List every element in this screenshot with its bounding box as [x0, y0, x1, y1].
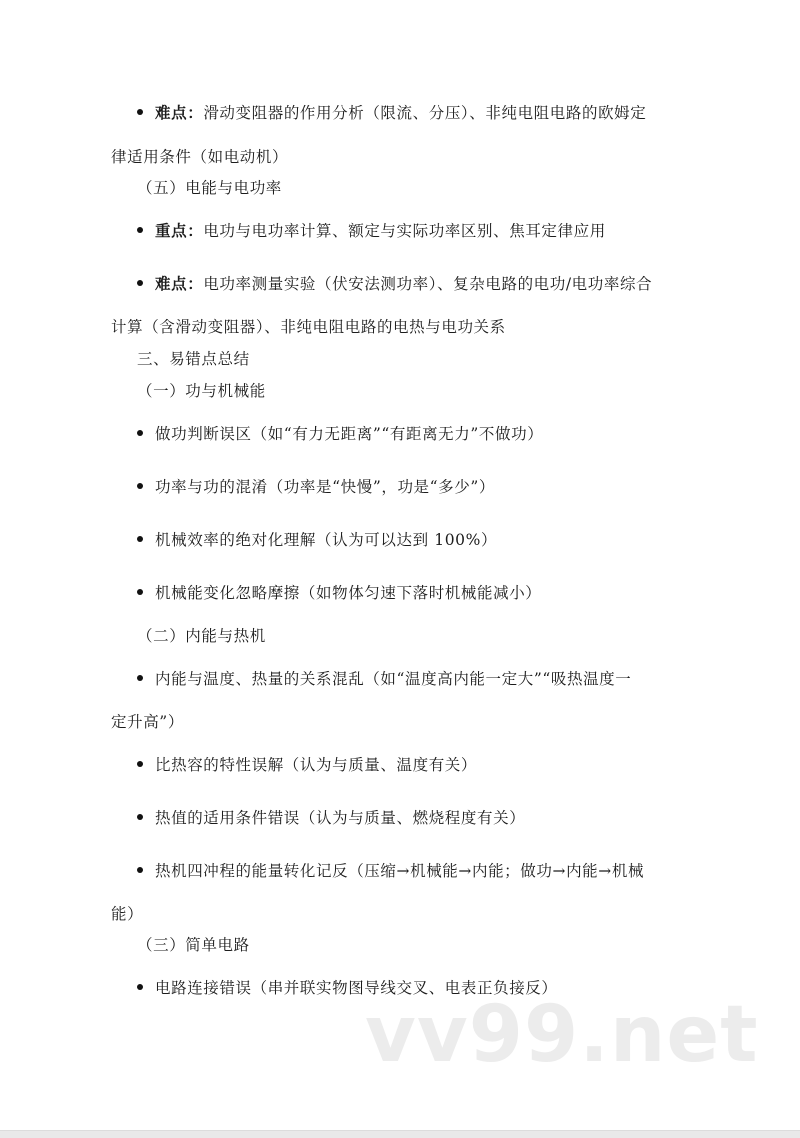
list-item: [137, 755, 477, 775]
continuation-text: 能）: [111, 905, 144, 923]
list-item: [137, 221, 606, 241]
item-label: 重点：: [155, 221, 204, 240]
list-item: [137, 477, 495, 497]
list-item: [137, 274, 652, 294]
list-item: [137, 530, 497, 550]
list-item: [137, 424, 543, 444]
bullet-icon: [137, 761, 143, 767]
item-text: 热值的适用条件错误（认为与质量、燃烧程度有关）: [155, 809, 526, 827]
section-heading: （五）电能与电功率: [137, 179, 282, 197]
item-text: 做功判断误区（如“有力无距离”“有距离无力”不做功）: [155, 425, 544, 443]
item-label: 难点：: [155, 274, 204, 293]
item-text: 内能与温度、热量的关系混乱（如“温度高内能一定大”“吸热温度一: [155, 670, 632, 688]
bullet-icon: [137, 814, 143, 820]
item-text: 机械能变化忽略摩擦（如物体匀速下落时机械能减小）: [155, 584, 542, 602]
list-item: [137, 861, 644, 881]
section-heading: （三）简单电路: [137, 936, 250, 954]
bullet-icon: [137, 280, 143, 286]
list-item: [137, 808, 525, 828]
list-item: [137, 583, 541, 603]
item-text: 比热容的特性误解（认为与质量、温度有关）: [155, 756, 478, 774]
bullet-icon: [137, 227, 143, 233]
section-heading: （一）功与机械能: [137, 382, 266, 400]
section-heading: 三、易错点总结: [137, 350, 250, 368]
bullet-icon: [137, 589, 143, 595]
bullet-icon: [137, 536, 143, 542]
item-text: 滑动变阻器的作用分析（限流、分压）、非纯电阻电路的欧姆定: [203, 104, 647, 122]
section-heading: （二）内能与热机: [137, 627, 266, 645]
list-item: [137, 103, 646, 123]
bullet-icon: [137, 675, 143, 681]
continuation-text: 计算（含滑动变阻器）、非纯电阻电路的电热与电功关系: [111, 318, 506, 336]
item-text: 热机四冲程的能量转化记反（压缩→机械能→内能；做功→内能→机械: [155, 862, 645, 880]
bullet-icon: [137, 109, 143, 115]
list-item: [137, 669, 631, 689]
item-label: 难点：: [155, 103, 204, 122]
bullet-icon: [137, 430, 143, 436]
continuation-text: 律适用条件（如电动机）: [111, 148, 289, 166]
bullet-icon: [137, 867, 143, 873]
item-text: 功率与功的混淆（功率是“快慢”，功是“多少”）: [155, 478, 495, 496]
watermark: vv99.net: [365, 990, 759, 1080]
item-text: 机械效率的绝对化理解（认为可以达到 100%）: [155, 531, 498, 549]
bullet-icon: [137, 483, 143, 489]
bullet-icon: [137, 984, 143, 990]
continuation-text: 定升高”）: [111, 713, 184, 731]
item-text: 电路连接错误（串并联实物图导线交叉、电表正负接反）: [155, 979, 558, 997]
item-text: 电功与电功率计算、额定与实际功率区别、焦耳定律应用: [203, 222, 606, 240]
item-text: 电功率测量实验（伏安法测功率）、复杂电路的电功/电功率综合: [203, 275, 653, 293]
